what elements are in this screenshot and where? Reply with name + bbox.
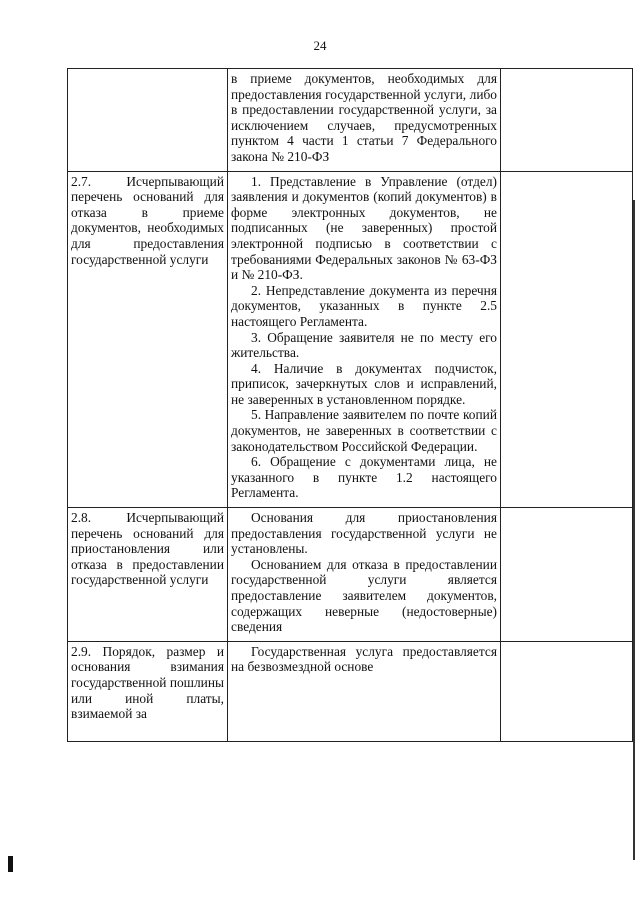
row-label: 2.9. Порядок, размер и основания взимания государственной пошлины или иной платы, взимаемой за — [71, 643, 224, 722]
row-content-cell — [228, 508, 501, 642]
row-label-cell — [68, 641, 228, 741]
content-paragraph: 3. Обращение заявителя не по месту его жительства. — [231, 329, 497, 361]
row-note-cell — [501, 69, 633, 172]
row-note-cell — [501, 171, 633, 507]
content-paragraph: 2. Непредставление документа из перечня документов, указанных в пункте 2.5 настоящего Регламента. — [231, 282, 497, 329]
content-paragraph: Основания для приостановления предоставления государственной услуги не установлены. — [231, 510, 497, 557]
row-label: 2.7. Исчерпывающий перечень оснований для отказа в приеме документов, необходимых для предоставления государственной услуги — [71, 173, 224, 267]
row-content-cell — [228, 641, 501, 741]
content-paragraph: 1. Представление в Управление (отдел) заявления и документов (копий документов) в форме электронных документов, не подписанных (не заверенных) простой электронной подписью в соответствии с требованиями Федеральных законов № 63-ФЗ и № 210-ФЗ. — [231, 173, 497, 283]
table-row — [68, 69, 633, 172]
content-paragraph: 5. Направление заявителем по почте копий документов, не заверенных в соответствии с законодательством Российской Федерации. — [231, 407, 497, 454]
page-number: 24 — [313, 38, 327, 53]
table-row — [68, 171, 633, 507]
row-label-cell — [68, 69, 228, 172]
content-paragraph: 4. Наличие в документах подчисток, приписок, зачеркнутых слов и исправлений, не заверенных в установленном порядке. — [231, 360, 497, 407]
content-paragraph: в приеме документов, необходимых для предоставления государственной услуги, либо в предоставлении государственной услуги, за исключением случаев, предусмотренных пунктом 4 части 1 статьи 7 Федерального закона № 210-ФЗ — [231, 71, 497, 164]
row-label-cell — [68, 508, 228, 642]
row-content-cell — [228, 69, 501, 172]
scan-edge-mark — [8, 856, 13, 872]
table-row — [68, 641, 633, 741]
row-label-cell — [68, 171, 228, 507]
content-paragraph: Основанием для отказа в предоставлении государственной услуги является предоставление заявителем документов, содержащих неверные (недостоверные) сведения — [231, 556, 497, 635]
row-label: 2.8. Исчерпывающий перечень оснований для приостановления или отказа в предоставлении государственной услуги — [71, 510, 224, 588]
table-row — [68, 508, 633, 642]
row-note-cell — [501, 508, 633, 642]
regulation-table — [67, 68, 633, 742]
scan-edge-line — [633, 200, 635, 860]
content-paragraph: Государственная услуга предоставляется на безвозмездной основе — [231, 643, 497, 675]
row-note-cell — [501, 641, 633, 741]
row-content-cell — [228, 171, 501, 507]
content-paragraph: 6. Обращение с документами лица, не указанного в пункте 1.2 настоящего Регламента. — [231, 454, 497, 501]
